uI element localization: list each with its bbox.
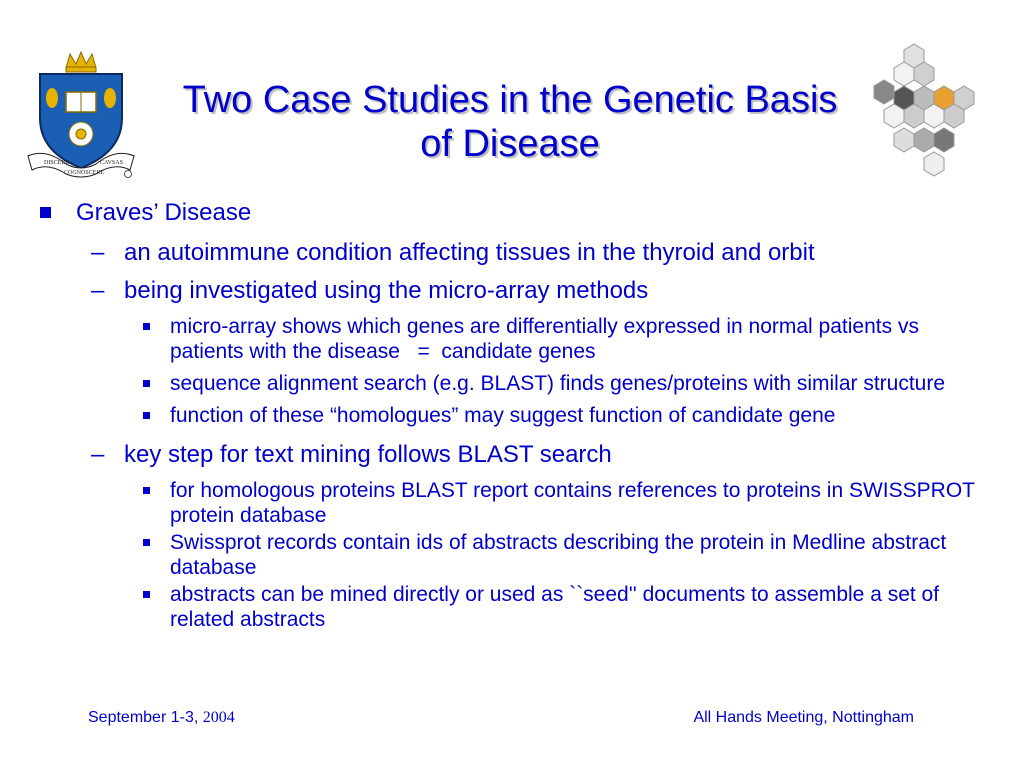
bullet-level2	[91, 238, 996, 268]
bullet-text: micro-array shows which genes are differentially expressed in normal patients vs patients with the disease = candidate genes	[170, 315, 925, 363]
bullet-level3	[139, 314, 996, 364]
bullet-level2	[91, 440, 996, 470]
bullet-text: sequence alignment search (e.g. BLAST) finds genes/proteins with similar structure	[170, 372, 946, 395]
small-square-bullet-icon	[143, 591, 150, 598]
bullet-text: function of these “homologues” may suggest function of candidate gene	[170, 404, 836, 427]
bullet-list	[36, 198, 996, 634]
slide-title	[150, 78, 870, 166]
dash-bullet-icon: –	[91, 239, 105, 266]
small-square-bullet-icon	[143, 412, 150, 419]
bullet-level3	[139, 530, 996, 580]
footer-date-text: September 1-3,	[88, 709, 203, 726]
dash-bullet-icon: –	[91, 277, 105, 304]
hexagon-cube-logo-icon	[872, 40, 984, 182]
slide-title-line-2: of Disease	[420, 123, 600, 165]
bullet-level2	[91, 276, 996, 306]
square-bullet-icon	[40, 207, 51, 218]
university-crest-icon	[26, 48, 136, 178]
bullet-text: being investigated using the micro-array methods	[124, 277, 649, 304]
bullet-text: key step for text mining follows BLAST search	[124, 441, 612, 468]
bullet-level3	[139, 582, 996, 632]
bullet-level1	[36, 198, 996, 228]
bullet-level3	[139, 403, 996, 428]
bullet-text: Graves’ Disease	[76, 199, 252, 226]
bullet-level3	[139, 371, 996, 396]
crest-motto-center: COGNOSCERE	[64, 170, 105, 176]
footer-year: 2004	[202, 709, 235, 726]
bullet-text: an autoimmune condition affecting tissues in the thyroid and orbit	[124, 239, 815, 266]
footer-event: All Hands Meeting, Nottingham	[693, 709, 914, 726]
crest-motto-left: DISCERE	[44, 160, 70, 166]
small-square-bullet-icon	[143, 380, 150, 387]
small-square-bullet-icon	[143, 539, 150, 546]
dash-bullet-icon: –	[91, 441, 105, 468]
bullet-level3	[139, 478, 996, 528]
small-square-bullet-icon	[143, 323, 150, 330]
slide-title-line-1: Two Case Studies in the Genetic Basis	[182, 79, 838, 121]
footer-date	[88, 709, 235, 727]
bullet-text: for homologous proteins BLAST report contains references to proteins in SWISSPROT protein database	[170, 479, 975, 527]
bullet-text: abstracts can be mined directly or used as ``seed'' documents to assemble a set of related abstracts	[170, 583, 940, 631]
small-square-bullet-icon	[143, 487, 150, 494]
crest-motto-right: CAVSAS	[100, 160, 123, 166]
bullet-text: Swissprot records contain ids of abstracts describing the protein in Medline abstract database	[170, 531, 947, 579]
